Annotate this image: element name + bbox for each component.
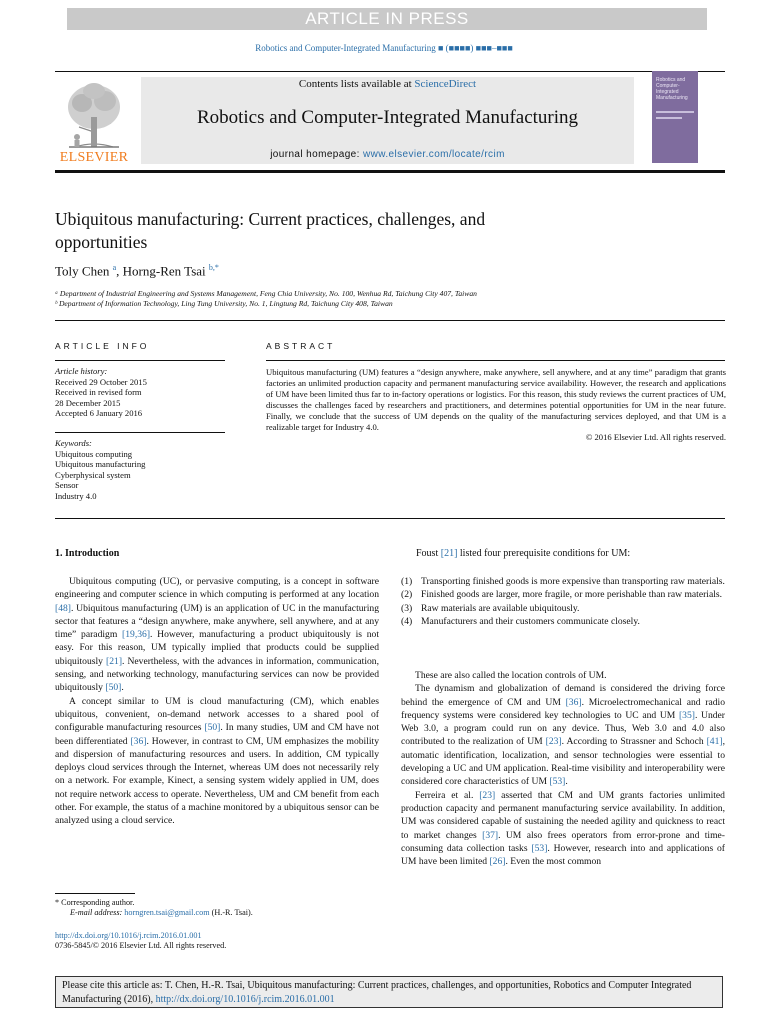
citation-link[interactable]: [48] (55, 602, 71, 614)
citation-box (55, 976, 723, 1008)
doi-link[interactable]: http://dx.doi.org/10.1016/j.rcim.2016.01.001 (55, 931, 202, 940)
citation-link[interactable]: [50] (204, 722, 221, 734)
foust-intro: Foust [21] listed four prerequisite conditions for UM: (416, 548, 631, 559)
contents-prefix: Contents lists available at (298, 78, 415, 90)
keyword: Ubiquitous manufacturing (55, 459, 146, 469)
left-column (55, 575, 379, 828)
article-title (55, 208, 615, 254)
keywords-label: Keywords: (55, 438, 92, 448)
keyword: Ubiquitous computing (55, 448, 133, 459)
sciencedirect-link[interactable]: ScienceDirect (414, 78, 477, 90)
keyword: Sensor (55, 480, 79, 490)
running-head[interactable]: Robotics and Computer-Integrated Manufacturing ■ (■■■■) ■■■–■■■ (255, 43, 513, 53)
history-entry: Accepted 6 January 2016 (55, 408, 143, 418)
author-separator: , (116, 263, 123, 279)
list-item: (2) Finished goods are larger, more fragile, or more perishable than raw materials. (401, 589, 723, 601)
keyword: Cyberphysical system (55, 469, 131, 480)
history-entry: Received in revised form (55, 387, 142, 397)
citation-link[interactable]: [23] (479, 789, 496, 801)
cover-stripe (656, 117, 682, 119)
abstract-bottom-rule (55, 518, 725, 519)
header-bottom-rule (55, 170, 725, 173)
journal-header-box (141, 77, 634, 164)
journal-title: Robotics and Computer-Integrated Manufacturing (196, 107, 579, 128)
footnote-email: E-mail address: horngren.tsai@gmail.com (H.-R. Tsai). (70, 908, 253, 917)
list-item: (3) Raw materials are available ubiquitously. (401, 602, 580, 614)
list-item: (4) Manufacturers and their customers communicate closely. (401, 615, 640, 627)
keyword: Industry 4.0 (55, 490, 97, 501)
cover-stripe (656, 111, 694, 113)
article-info-rule (55, 360, 225, 361)
list-item: (1) Transporting finished goods is more expensive than transporting raw materials. (401, 576, 725, 587)
keywords-rule (55, 432, 225, 433)
history-entry: Received 29 October 2015 (55, 376, 147, 387)
paragraph: Ubiquitous computing (UC), or pervasive computing, is a concept in software engineering and computer science in which computing is performed at any location [48]. Ubiquitous manufacturing (UM) is an application of UC in the manufacturing sector that features a “design anywhere, make anywhere, sell anywhere, and at any time” paradigm [19,36]. However, manufacturing a product ubiquitously is not easy. For this reason, UM typically implied that products could be supplied ubiquitously [21]. Nevertheless, with the advances in information, communication, sensing, and networking technology, manufacturing services can now be provided ubiquitously [50]. (55, 576, 379, 694)
abstract-text: Ubiquitous manufacturing (UM) features a “design anywhere, make anywhere, sell anywhere, and at any time” paradigm that grants factories an unlimited production capacity and permanent manufacturing service availability. However, the research and applications of UM have been limited thus far to in-factory operations or logistics. For this reason, this study reviews the current practices of UM, discusses the challenges faced by researchers and practitioners, and determines potential opportunities for UM in the near future. Finally, we conclude that the success of UM depends on the quality of the manufacturing services deployed, and that UM is a realizable target for Industry 4.0. (266, 367, 726, 432)
section-heading-introduction: 1. Introduction (55, 548, 120, 559)
elsevier-wordmark: ELSEVIER (59, 150, 129, 165)
homepage-label: journal homepage: (270, 149, 364, 160)
contents-line (141, 78, 634, 90)
title-rule (55, 320, 725, 321)
keywords (55, 438, 235, 501)
right-column (401, 669, 725, 868)
paragraph: The dynamism and globalization of demand is considered the driving force behind the emergence of CM and UM [36]. Microelectromechanical and radio frequency systems were considered key technologies to UC and UM [35]. Under Web 3.0, a program could run on any device. Thus, Web 3.0 and 4.0 also contributed to the realization of UM [23]. According to Strassner and Schoch [41], automatic identification, localization, and sensor technologies were essential to developing a UC and UM application. Real-time visibility and interoperability were considered core characteristics of UM [53]. (401, 683, 726, 788)
abstract-copyright: © 2016 Elsevier Ltd. All rights reserved. (585, 432, 726, 443)
issn-line: 0736-5845/© 2016 Elsevier Ltd. All rights reserved. (55, 941, 227, 950)
citation-text: Please cite this article as: T. Chen, H.-R. Tsai, Ubiquitous manufacturing: Current practices, challenges, and opportunities, Robotics and Computer Integrated Manufacturing (2016), (62, 980, 692, 1005)
authors (55, 263, 219, 279)
citation-doi-link[interactable]: http://dx.doi.org/10.1016/j.rcim.2016.01.001 (155, 993, 335, 1005)
citation-link[interactable]: [50] (105, 682, 122, 694)
history-label: Article history: (55, 366, 108, 376)
citation-link[interactable]: [53] (531, 842, 548, 854)
affiliation-b: ᵇ Department of Information Technology, Ling Tung University, No. 1, Lingtung Rd, Taichung City 408, Taiwan (55, 299, 393, 308)
abstract (266, 367, 726, 443)
affiliation-marker[interactable]: a (112, 263, 117, 272)
article-info-heading: ARTICLE INFO (55, 341, 150, 351)
paragraph: These are also called the location controls of UM. (415, 670, 607, 681)
journal-cover-thumbnail[interactable] (652, 71, 698, 163)
doi-line (55, 931, 202, 942)
abstract-heading: ABSTRACT (266, 341, 336, 351)
citation-link[interactable]: [36] (565, 696, 582, 708)
affiliation-marker[interactable]: b,* (208, 263, 219, 272)
citation-link[interactable]: [36] (130, 735, 147, 747)
article-history (55, 366, 235, 419)
header-top-rule (55, 71, 725, 72)
title-line: Ubiquitous manufacturing: Current practices, challenges, and (55, 209, 486, 229)
abstract-rule (266, 360, 725, 361)
history-entry: 28 December 2015 (55, 397, 121, 408)
article-in-press-banner: ARTICLE IN PRESS (67, 8, 707, 30)
cover-title: Robotics and Computer-Integrated Manufacturing (656, 77, 688, 101)
citation-link[interactable]: [19,36] (122, 629, 151, 641)
citation-link[interactable]: [41] (706, 736, 723, 748)
author-name: Toly Chen (55, 263, 110, 279)
homepage-url-link[interactable]: www.elsevier.com/locate/rcim (363, 149, 505, 160)
citation-link[interactable]: [35] (678, 709, 695, 721)
affiliation-a: ᵃ Department of Industrial Engineering and Systems Management, Feng Chia University, No. 100, Wenhua Rd, Taichung City 407, Taiwan (55, 289, 477, 298)
paragraph: A concept similar to UM is cloud manufacturing (CM), which enables ubiquitous, convenient, on-demand network accesses to a shared pool of configurable manufacturing resources [50]. In many studies, UM and CM have not been differentiated [36]. However, in contrast to CM, UM emphasizes the mobility and dispersion of manufacturing resources and users. In addition, CM typically deploys cloud services through the Internet, whereas UM does not necessarily rely on a network. For example, Kinect, a sensing system widely applied in UM, does not require network access to operate. Nevertheless, UM and CM benefit from each other. For example, the status of a machine monitored by a ubiquitous sensor can be analyzed using a cloud service. (55, 695, 379, 827)
citation-link[interactable]: [21] (106, 655, 123, 667)
citation-link[interactable]: [26] (489, 856, 506, 868)
author-name: Horng-Ren Tsai (122, 263, 206, 279)
email-link[interactable]: horngren.tsai@gmail.com (124, 908, 210, 917)
title-line: opportunities (55, 232, 148, 252)
footnote-rule (55, 893, 135, 894)
citation-link[interactable]: [37] (482, 829, 499, 841)
prerequisite-list (401, 575, 725, 628)
citation-link[interactable]: [53] (549, 776, 566, 788)
footnote-corresponding: * Corresponding author. (55, 898, 135, 907)
paragraph: Ferreira et al. [23] asserted that CM and UM grants factories unlimited production capacity and permanent manufacturing service availability. In addition, UM was considered capable of sustaining the needed agility and quickness to react to market changes [37]. UM also frees operators from error-prone and time-consuming data collection tasks [53]. However, research into and applications of UM have been limited [26]. Even the most common (401, 789, 725, 868)
citation-link[interactable]: [21] (440, 548, 458, 559)
citation-link[interactable]: [23] (545, 736, 562, 748)
journal-homepage (141, 149, 634, 160)
